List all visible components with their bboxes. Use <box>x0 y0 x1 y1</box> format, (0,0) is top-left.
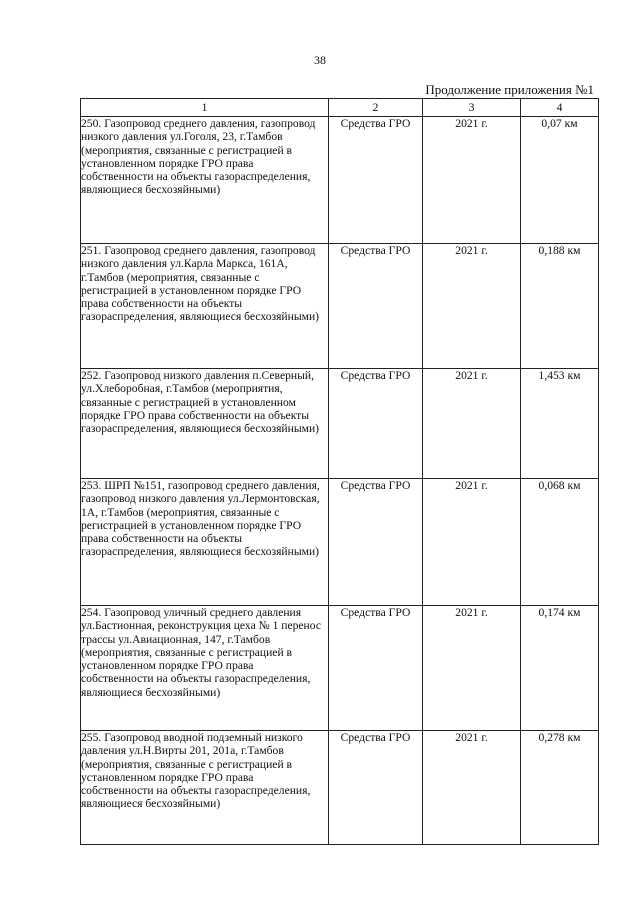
row-description-cell <box>81 117 329 244</box>
continuation-note: Продолжение приложения №1 <box>425 82 594 97</box>
row-description: 253. ШРП №151, газопровод среднего давления, газопровод низкого давления ул.Лермонтовская, 1А, г.Тамбов (мероприятия, связанные с регистрацией в установленном порядке ГРО права собственности на объекты газораспределения, являющиеся бесхозяйными) <box>81 479 320 559</box>
page-number: 38 <box>314 53 326 67</box>
column-header-1: 1 <box>81 99 329 117</box>
row-year: 2021 г. <box>423 244 521 369</box>
column-header-3: 3 <box>423 99 521 117</box>
row-description: 254. Газопровод уличный среднего давления ул.Бастионная, реконструкция цеха № 1 перенос трассы ул.Авиационная, 147, г.Тамбов (мероприятия, связанные с регистрацией в установленном порядке ГРО права собственности на объекты газораспределения, являющиеся бесхозяйными) <box>81 606 321 699</box>
row-description-cell <box>81 606 329 731</box>
appendix-table <box>80 98 599 845</box>
row-year: 2021 г. <box>423 479 521 606</box>
row-description: 250. Газопровод среднего давления, газопровод низкого давления ул.Гоголя, 23, г.Тамбов (мероприятия, связанные с регистрацией в установленном порядке ГРО права собственности на объекты газораспределения, являющиеся бесхозяйными) <box>81 117 316 197</box>
row-length: 0,188 км <box>521 244 599 369</box>
table-row <box>81 244 599 369</box>
table-row <box>81 117 599 244</box>
row-year: 2021 г. <box>423 117 521 244</box>
column-header-4: 4 <box>521 99 599 117</box>
column-header-2: 2 <box>329 99 423 117</box>
row-length: 1,453 км <box>521 369 599 479</box>
row-source: Средства ГРО <box>329 479 423 606</box>
row-description-cell <box>81 369 329 479</box>
row-description: 252. Газопровод низкого давления п.Северный, ул.Хлеборобная, г.Тамбов (мероприятия, связанные с регистрацией в установленном порядке ГРО права собственности на объекты газораспределения, являющиеся бесхозяйными) <box>81 369 320 436</box>
row-source: Средства ГРО <box>329 731 423 845</box>
table-row <box>81 479 599 606</box>
row-year: 2021 г. <box>423 731 521 845</box>
table-row <box>81 369 599 479</box>
row-length: 0,07 км <box>521 117 599 244</box>
row-description-cell <box>81 244 329 369</box>
table-row <box>81 606 599 731</box>
row-description: 255. Газопровод вводной подземный низкого давления ул.Н.Вирты 201, 201а, г.Тамбов (мероприятия, связанные с регистрацией в установленном порядке ГРО права собственности на объекты газораспределения, являющиеся бесхозяйными) <box>81 731 311 811</box>
row-length: 0,278 км <box>521 731 599 845</box>
table-row <box>81 731 599 845</box>
row-description: 251. Газопровод среднего давления, газопровод низкого давления ул.Карла Маркса, 161А, г.Тамбов (мероприятия, связанные с регистрацией в установленном порядке ГРО права собственности на объекты газораспределения, являющиеся бесхозяйными) <box>81 244 320 324</box>
row-source: Средства ГРО <box>329 244 423 369</box>
row-source: Средства ГРО <box>329 369 423 479</box>
row-length: 0,174 км <box>521 606 599 731</box>
row-source: Средства ГРО <box>329 606 423 731</box>
row-description-cell <box>81 479 329 606</box>
row-year: 2021 г. <box>423 606 521 731</box>
row-year: 2021 г. <box>423 369 521 479</box>
row-description-cell <box>81 731 329 845</box>
table-header-row <box>81 99 599 117</box>
row-length: 0,068 км <box>521 479 599 606</box>
row-source: Средства ГРО <box>329 117 423 244</box>
